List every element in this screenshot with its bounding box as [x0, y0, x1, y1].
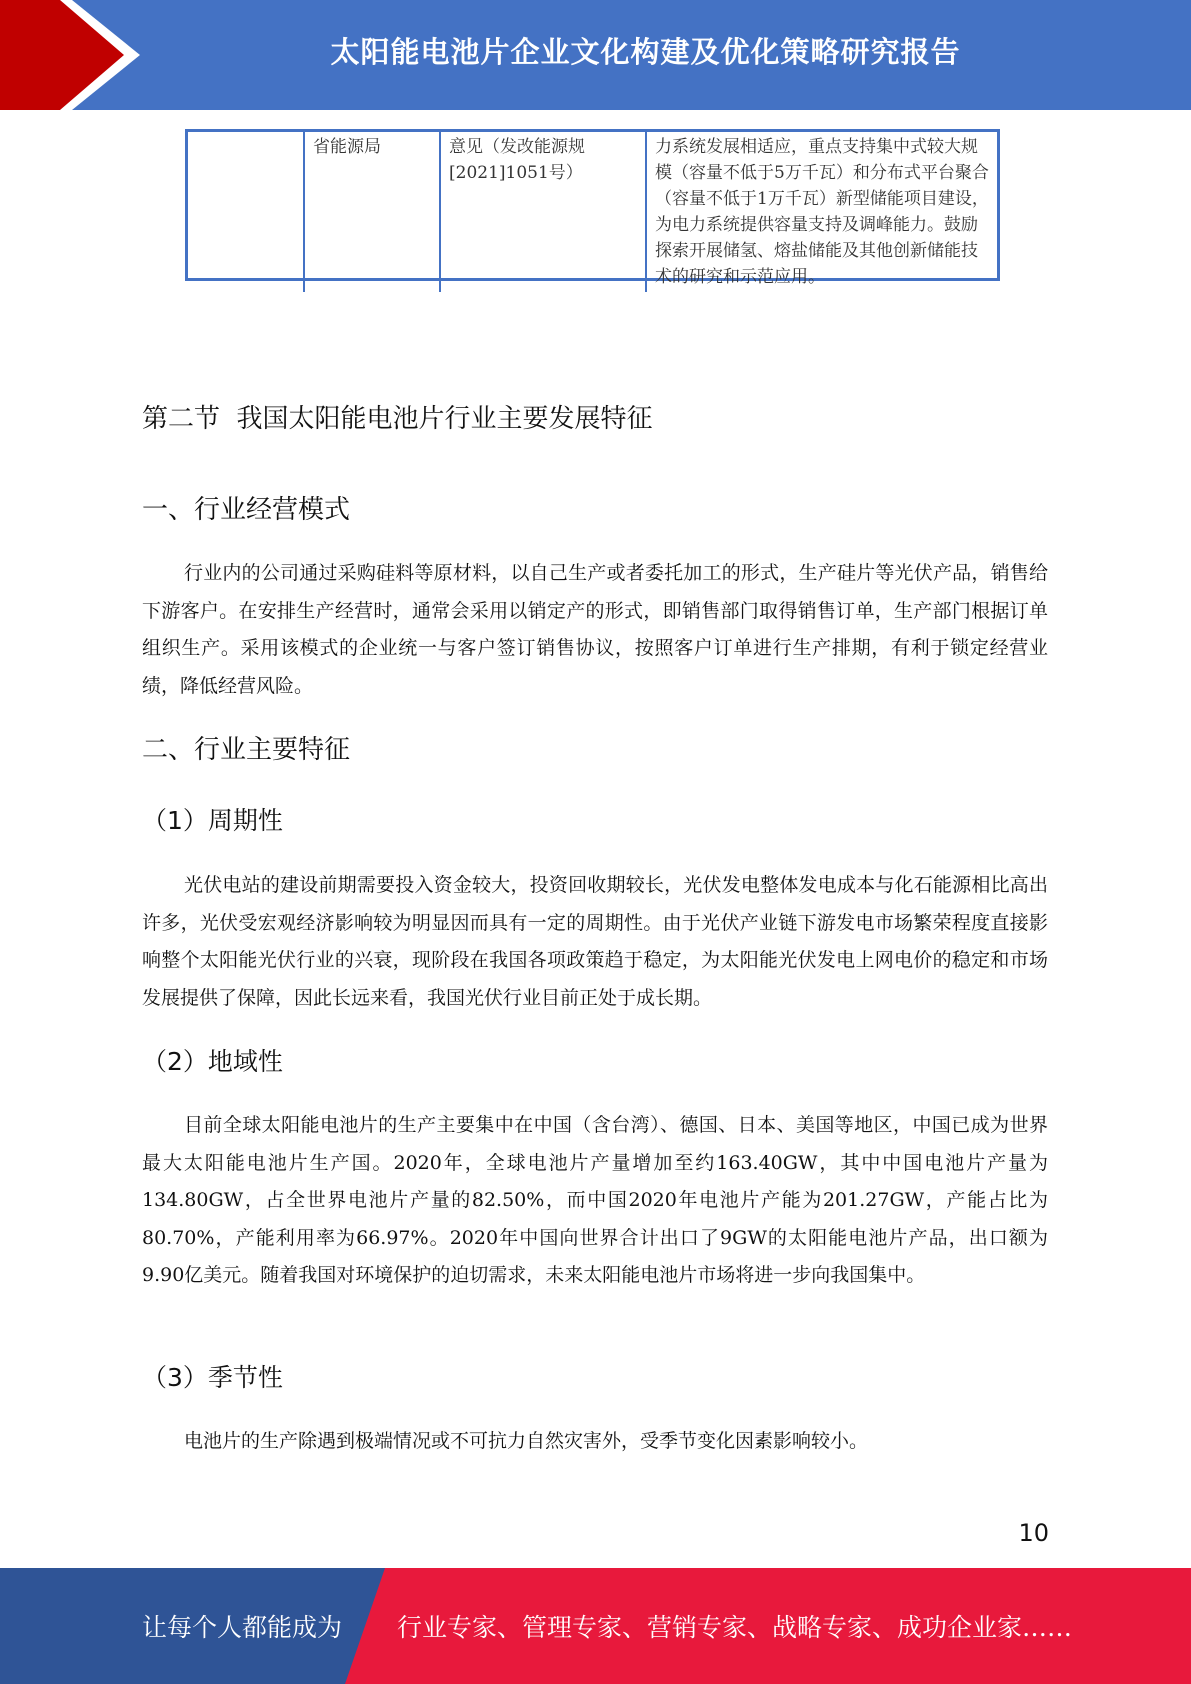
paragraph-business-model: 行业内的公司通过采购硅料等原材料，以自己生产或者委托加工的形式，生产硅片等光伏产品，销售给下游客户。在安排生产经营时，通常会采用以销定产的形式，即销售部门取得销售订单，生产部门根据订单组织生产。采用该模式的企业统一与客户签订销售协议，按照客户订单进行生产排期，有利于锁定经营业绩，降低经营风险。	[142, 562, 1048, 697]
policy-table	[185, 129, 1000, 287]
paragraph-regionality: 目前全球太阳能电池片的生产主要集中在中国（含台湾）、德国、日本、美国等地区，中国已成为世界最大太阳能电池片生产国。2020年，全球电池片产量增加至约163.40GW，其中中国电池片产量为134.80GW，占全世界电池片产量的82.50%，而中国2020年电池片产能为201.27GW，产能占比为80.70%，产能利用率为66.97%。2020年中国向世界合计出口了9GW的太阳能电池片产品，出口额为9.90亿美元。随着我国对环境保护的迫切需求，未来太阳能电池片市场将进一步向我国集中。	[142, 1114, 1048, 1286]
heading-seasonality: （3）季节性	[142, 1363, 283, 1392]
table-cell-content: 力系统发展相适应，重点支持集中式较大规模（容量不低于5万千瓦）和分布式平台聚合（容量不低于1万千瓦）新型储能项目建设，为电力系统提供容量支持及调峰能力。鼓励探索开展储氢、熔盐储能及其他创新储能技术的研究和示范应用。	[646, 132, 997, 292]
heading-regionality: （2）地域性	[142, 1047, 283, 1076]
heading-business-model: 一、行业经营模式	[142, 495, 351, 525]
footer-slogan-lead: 让每个人都能成为	[142, 1613, 343, 1642]
table-cell-empty	[188, 132, 304, 292]
table-cell-agency: 省能源局	[304, 132, 440, 292]
page-header	[0, 0, 1191, 110]
paragraph-cyclicality: 光伏电站的建设前期需要投入资金较大，投资回收期较长，光伏发电整体发电成本与化石能源相比高出许多，光伏受宏观经济影响较为明显因而具有一定的周期性。由于光伏产业链下游发电市场繁荣程度直接影响整个太阳能光伏行业的兴衰，现阶段在我国各项政策趋于稳定，为太阳能光伏发电上网电价的稳定和市场发展提供了保障，因此长远来看，我国光伏行业目前正处于成长期。	[142, 874, 1048, 1009]
heading-cyclicality: （1）周期性	[142, 806, 283, 835]
heading-main-features: 二、行业主要特征	[142, 735, 351, 765]
paragraph-seasonality: 电池片的生产除遇到极端情况或不可抗力自然灾害外，受季节变化因素影响较小。	[184, 1430, 869, 1452]
section-title: 第二节 我国太阳能电池片行业主要发展特征	[142, 404, 653, 434]
report-title: 太阳能电池片企业文化构建及优化策略研究报告	[330, 34, 961, 69]
page-footer	[0, 1568, 1191, 1684]
table-row	[188, 132, 997, 292]
table-cell-document: 意见（发改能源规[2021]1051号）	[440, 132, 646, 292]
footer-slogan-roles: 行业专家、管理专家、营销专家、战略专家、成功企业家……	[397, 1613, 1073, 1642]
chevron-arrow-icon	[0, 0, 150, 110]
page-number: 10	[1018, 1519, 1049, 1547]
